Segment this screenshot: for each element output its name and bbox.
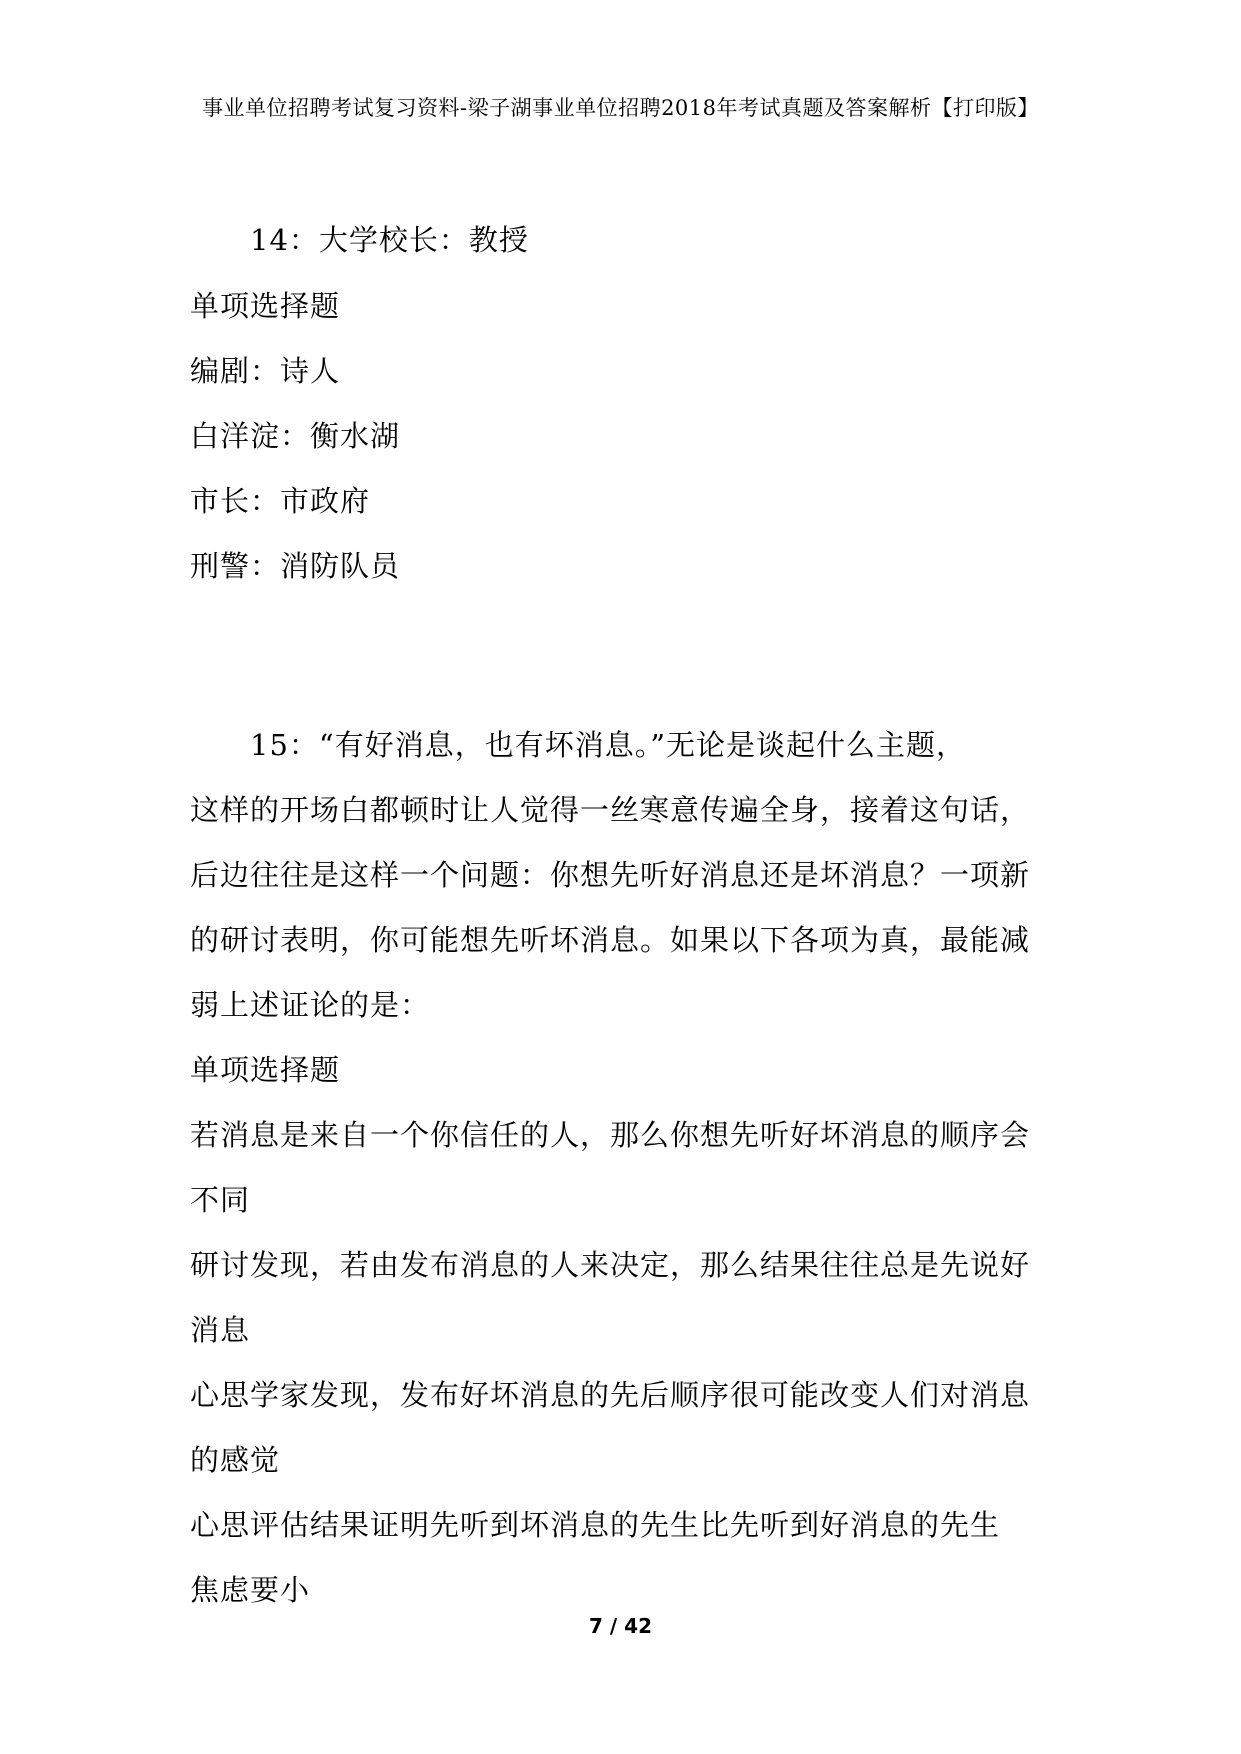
question-15-option-a-line2: 不同 <box>190 1183 251 1217</box>
question-14-option-b: 白洋淀：衡水湖 <box>190 419 401 453</box>
question-14-option-c: 市长：市政府 <box>190 484 371 518</box>
question-15-stem-line: 这样的开场白都顿时让人觉得一丝寒意传遍全身，接着这句话， <box>190 793 1031 827</box>
question-15-option-b-line1: 研讨发现，若由发布消息的人来决定，那么结果往往总是先说好 <box>190 1248 1031 1282</box>
document-body <box>190 223 1090 1641</box>
question-14-type: 单项选择题 <box>190 289 341 323</box>
question-15-option-c-line1: 心思学家发现，发布好坏消息的先后顺序很可能改变人们对消息 <box>190 1378 1031 1412</box>
section-spacer <box>190 617 1090 731</box>
question-14-option-d: 刑警：消防队员 <box>190 549 401 583</box>
question-15-option-c-line2: 的感觉 <box>190 1443 281 1477</box>
question-15-option-d-line1: 心思评估结果证明先听到坏消息的先生比先听到好消息的先生 <box>190 1508 1001 1542</box>
question-15-type: 单项选择题 <box>190 1053 341 1087</box>
question-15-stem-line: 15：“有好消息，也有坏消息。”无论是谈起什么主题， <box>250 728 967 762</box>
question-15-stem-line: 后边往往是这样一个问题：你想先听好消息还是坏消息？一项新 <box>190 858 1031 892</box>
question-14-option-a: 编剧：诗人 <box>190 354 341 388</box>
page-number: 7 / 42 <box>589 1614 652 1638</box>
page-header: 事业单位招聘考试复习资料-梁子湖事业单位招聘2018年考试真题及答案解析【打印版】 <box>201 96 1040 120</box>
question-15-option-b-line2: 消息 <box>190 1313 251 1347</box>
question-15-stem-line: 弱上述证论的是： <box>190 988 431 1022</box>
question-15-option-a-line1: 若消息是来自一个你信任的人，那么你想先听好坏消息的顺序会 <box>190 1118 1031 1152</box>
question-14-stem: 14：大学校长：教授 <box>250 223 529 257</box>
question-15-option-d-line2: 焦虑要小 <box>190 1573 311 1607</box>
question-15-stem-line: 的研讨表明，你可能想先听坏消息。如果以下各项为真，最能减 <box>190 923 1031 957</box>
